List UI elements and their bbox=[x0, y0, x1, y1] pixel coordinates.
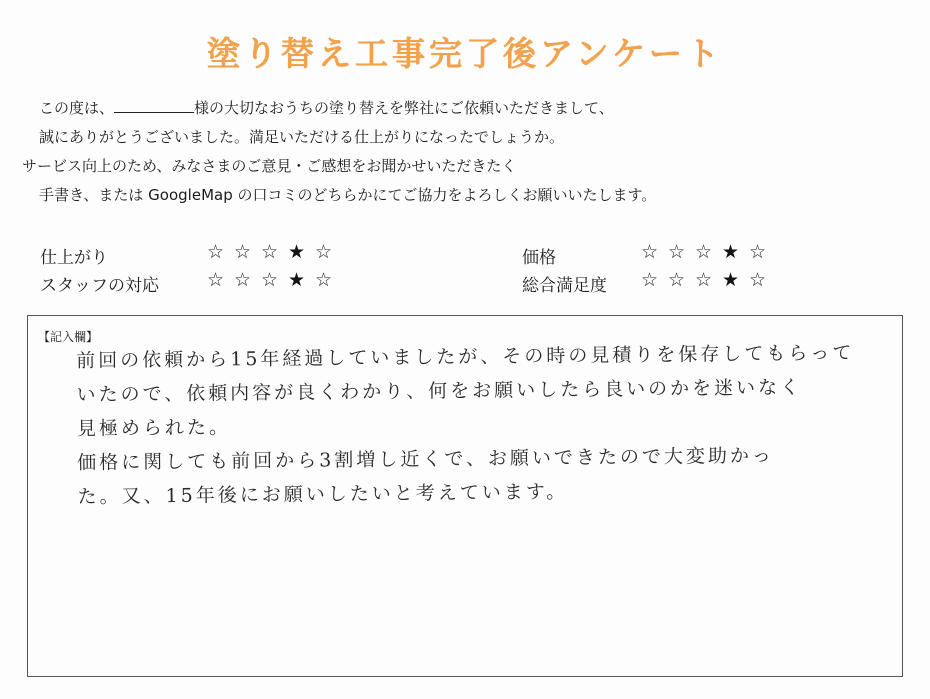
star-icon[interactable]: ☆ bbox=[640, 241, 659, 263]
star-icon[interactable]: ☆ bbox=[694, 241, 713, 263]
handwritten-comment bbox=[76, 335, 898, 514]
intro-line-2: 誠にありがとうございました。満足いただける仕上がりになったでしょうか。 bbox=[39, 128, 565, 146]
star-rating bbox=[202, 269, 337, 291]
star-icon[interactable]: ☆ bbox=[260, 241, 279, 263]
intro-line-3: サービス向上のため、みなさまのご意見・ご感想をお聞かせいただきたく bbox=[22, 157, 517, 175]
intro-text bbox=[22, 94, 902, 210]
comment-box-label: 【記入欄】 bbox=[38, 330, 99, 344]
star-icon[interactable]: ☆ bbox=[640, 269, 659, 291]
star-rating bbox=[636, 269, 771, 291]
star-icon[interactable]: ☆ bbox=[667, 241, 686, 263]
star-icon[interactable]: ★ bbox=[287, 241, 306, 263]
star-icon[interactable]: ☆ bbox=[314, 241, 333, 263]
comment-line: 価格に関しても前回から3割増し近くで、お願いできたので大変助かっ bbox=[77, 444, 775, 474]
intro-line-1-before: この度は、 bbox=[39, 99, 115, 117]
star-rating bbox=[202, 241, 337, 263]
rating-label: 価格 bbox=[522, 248, 556, 268]
intro-line-1 bbox=[22, 94, 902, 123]
intro-line-4: 手書き、または GoogleMap の口コミのどちらかにてご協力をよろしくお願いいたします。 bbox=[39, 186, 657, 204]
comment-line: いたので、依頼内容が良くわかり、何をお願いしたら良いのかを迷いなく bbox=[76, 376, 803, 406]
rating-overall bbox=[522, 269, 767, 296]
rating-finish bbox=[40, 241, 333, 268]
rating-label: 総合満足度 bbox=[522, 276, 607, 296]
star-icon[interactable]: ☆ bbox=[233, 241, 252, 263]
star-icon[interactable]: ☆ bbox=[667, 269, 686, 291]
star-icon[interactable]: ☆ bbox=[694, 269, 713, 291]
star-icon[interactable]: ★ bbox=[287, 269, 306, 291]
star-icon[interactable]: ☆ bbox=[748, 241, 767, 263]
star-icon[interactable]: ☆ bbox=[206, 269, 225, 291]
star-icon[interactable]: ☆ bbox=[233, 269, 252, 291]
star-rating bbox=[636, 241, 771, 263]
rating-price bbox=[522, 241, 767, 268]
star-icon[interactable]: ☆ bbox=[314, 269, 333, 291]
intro-line-1-after: 様の大切なおうちの塗り替えを弊社にご依頼いただきまして、 bbox=[194, 99, 614, 117]
comment-box[interactable] bbox=[27, 315, 903, 677]
rating-staff bbox=[40, 269, 333, 296]
customer-name-blank[interactable] bbox=[114, 98, 194, 113]
rating-section bbox=[40, 243, 900, 303]
comment-line: 見極められた。 bbox=[76, 416, 232, 440]
star-icon[interactable]: ☆ bbox=[748, 269, 767, 291]
page-title: 塗り替え工事完了後アンケート bbox=[206, 34, 724, 73]
comment-line: た。又、15年後にお願いしたいと考えています。 bbox=[77, 480, 569, 508]
comment-line: 前回の依頼から15年経過していましたが、その時の見積りを保存してもらって bbox=[76, 341, 855, 372]
star-icon[interactable]: ☆ bbox=[260, 269, 279, 291]
star-icon[interactable]: ★ bbox=[721, 241, 740, 263]
star-icon[interactable]: ☆ bbox=[206, 241, 225, 263]
star-icon[interactable]: ★ bbox=[721, 269, 740, 291]
rating-label: 仕上がり bbox=[40, 248, 108, 268]
rating-label: スタッフの対応 bbox=[40, 276, 159, 296]
